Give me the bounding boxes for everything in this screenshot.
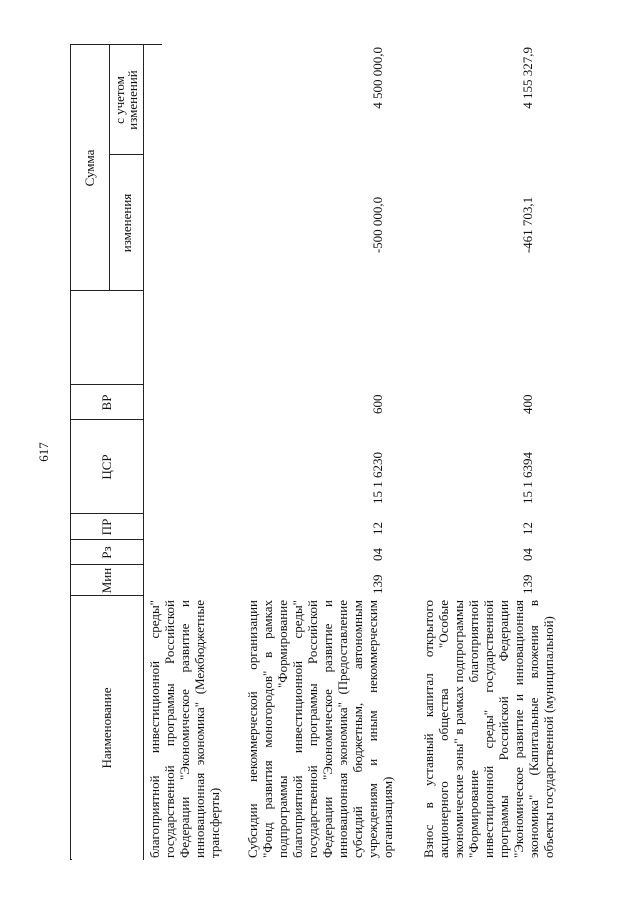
row-csr: 15 1 6230	[370, 452, 385, 504]
header-min: Мин	[99, 567, 114, 594]
row-name: Взнос в уставный капитал открытого акционерного общества "Особые экономические зоны" в рамках подпрограммы "Формирование благоприятной инвестиционной среды" государственной программы Российской Федерации "Экономическое развитие и инновационная экономика" (Капитальные вложения в объекты государственной (муниципальной)	[421, 600, 556, 858]
budget-table	[70, 45, 570, 860]
header-with-change: с учетом изменений	[112, 70, 140, 130]
row-rz: 04	[520, 548, 535, 561]
row-vr: 600	[370, 394, 385, 414]
row-pr: 12	[520, 522, 535, 535]
header-name: Наименование	[99, 687, 114, 769]
header-sum: Сумма	[82, 149, 97, 187]
row-min: 139	[520, 574, 535, 594]
header-csr: ЦСР	[99, 454, 114, 480]
row-min: 139	[370, 574, 385, 594]
row-rz: 04	[370, 548, 385, 561]
row-pr: 12	[370, 522, 385, 535]
header-vr: ВР	[99, 394, 114, 411]
header-pr: ПР	[99, 518, 114, 536]
row-change: -500 000,0	[370, 196, 385, 254]
row-with-change: 4 500 000,0	[370, 47, 385, 109]
row-vr: 400	[520, 394, 535, 414]
header-change: изменения	[118, 193, 134, 253]
row-with-change: 4 155 327,9	[520, 47, 535, 109]
row-change: -461 703,1	[520, 196, 535, 254]
row-name: благоприятной инвестиционной среды" государственной программы Российской Федерации "Экономическое развитие и инновационная экономика" (Межбюджетные трансферты)	[147, 600, 222, 858]
page-number: 617	[36, 442, 51, 462]
header-rz: Рз	[99, 546, 114, 559]
row-name: Субсидии некоммерческой организации "Фонд развития моногородов" в рамках подпрограммы "Формирование благоприятной инвестиционной среды" государственной программы Российской Федерации "Экономическое развитие и инновационная экономика" (Предоставление субсидий бюджетным, автономным учреждениям и иным некоммерческим организациям)	[245, 600, 395, 858]
row-csr: 15 1 6394	[520, 452, 535, 504]
